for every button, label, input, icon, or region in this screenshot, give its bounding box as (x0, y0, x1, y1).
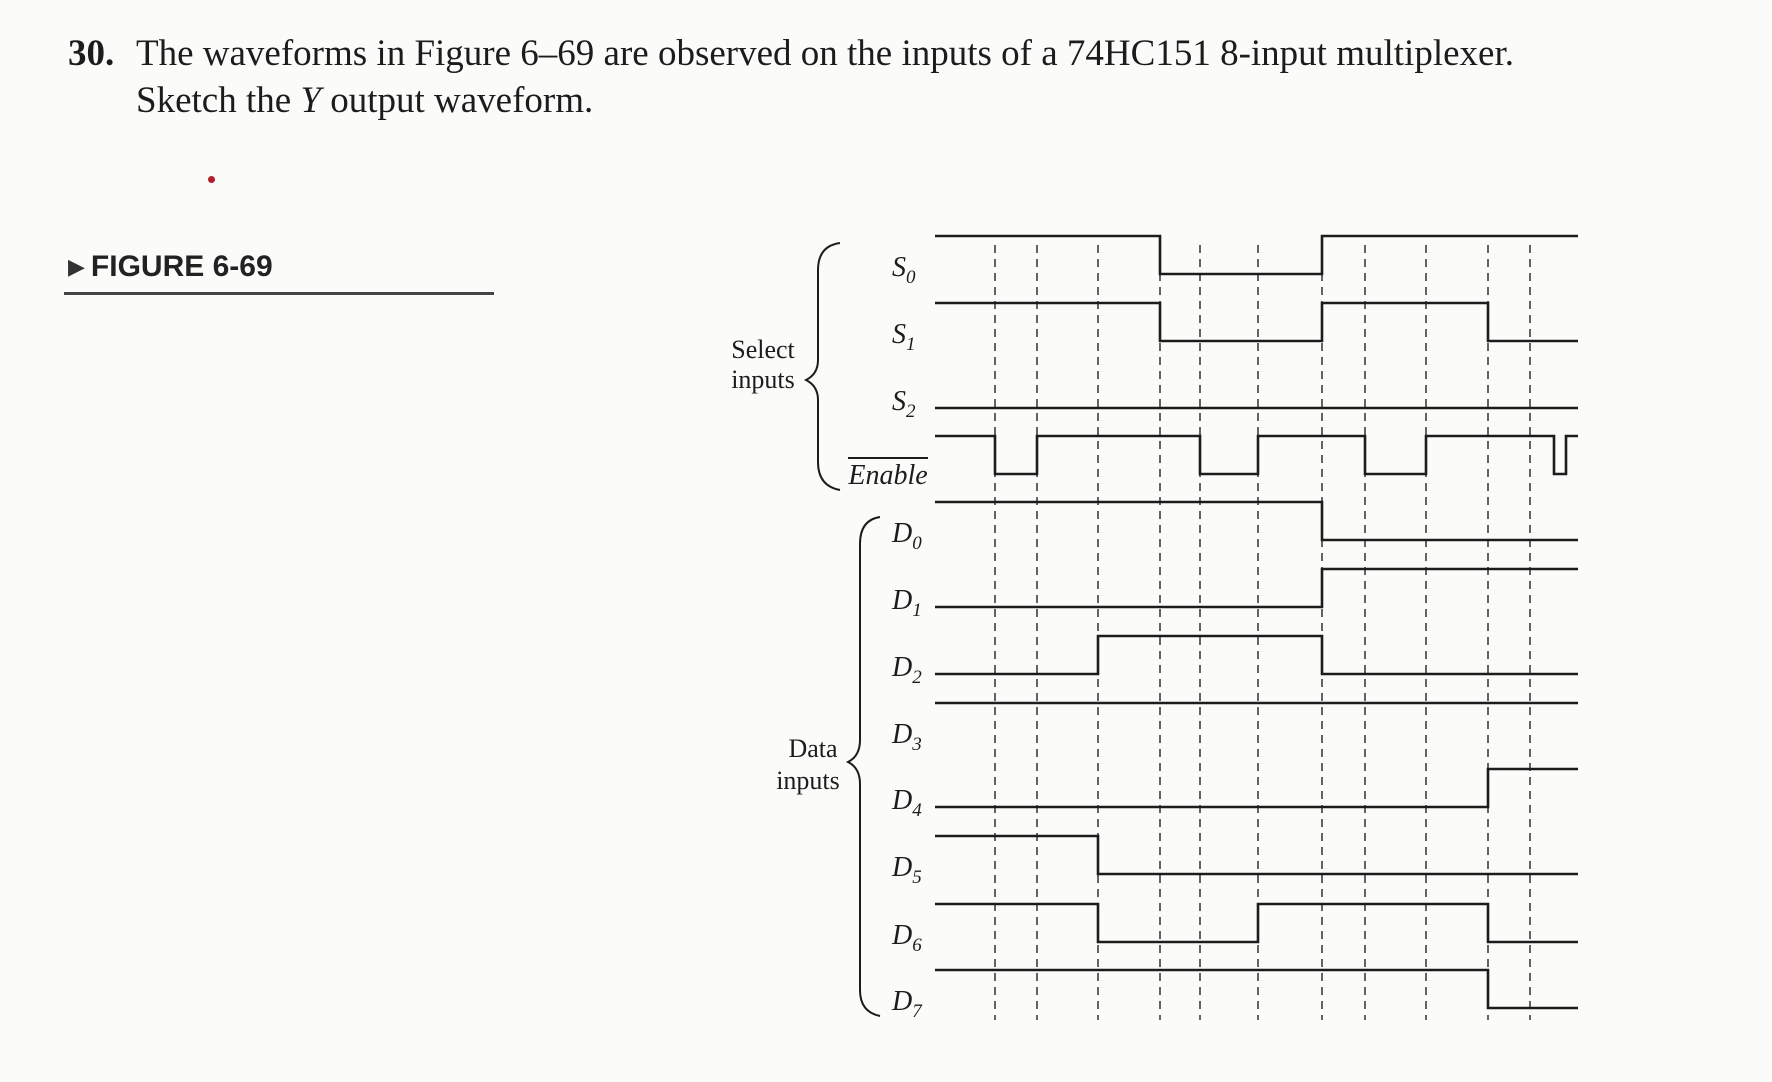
waveform-enable (935, 436, 1578, 474)
waveform-d1 (935, 569, 1578, 607)
signal-label-s2: $S_2$ (892, 386, 916, 422)
waveform-s1 (935, 303, 1578, 341)
waveform-d6 (935, 904, 1578, 942)
problem-number: 30. (68, 33, 115, 74)
signal-label-d5: $D_5$ (892, 852, 922, 888)
data-inputs-brace (848, 517, 880, 1016)
output-variable-y: Y (300, 80, 321, 121)
data-inputs-label-line2: inputs (776, 766, 840, 795)
problem-text-line2-end: output waveform. (320, 80, 594, 121)
problem-text-line1: The waveforms in Figure 6–69 are observed on the inputs of a 74HC151 8-input multiplexer. (136, 33, 1514, 74)
data-inputs-label-line1: Data (788, 734, 838, 763)
signal-label-d1: $D_1$ (892, 585, 922, 621)
signal-label-d7: $D_7$ (892, 986, 922, 1022)
signal-label-s1: $S_1$ (892, 319, 916, 355)
signal-label-d6: $D_6$ (892, 920, 922, 956)
problem-text-line2-start: Sketch the (136, 80, 301, 121)
waveform-d2 (935, 636, 1578, 674)
signal-waveforms (935, 236, 1578, 1008)
signal-label-enable: Enable (848, 460, 928, 491)
waveform-d0 (935, 502, 1578, 540)
signal-label-s0: $S_0$ (892, 252, 916, 288)
waveform-s0 (935, 236, 1578, 274)
signal-label-d0: $D_0$ (892, 518, 922, 554)
waveform-d7 (935, 970, 1578, 1008)
signal-label-d2: $D_2$ (892, 652, 922, 688)
select-inputs-label-line2: inputs (731, 365, 795, 394)
waveform-d5 (935, 836, 1578, 874)
signal-label-d4: $D_4$ (892, 785, 922, 821)
select-inputs-label-line1: Select (731, 335, 795, 364)
triangle-bullet-icon: ▶ (68, 254, 85, 279)
signal-label-d3: $D_3$ (892, 719, 922, 755)
waveform-d4 (935, 769, 1578, 807)
figure-label-text: FIGURE 6-69 (90, 250, 273, 283)
select-inputs-brace (806, 243, 840, 490)
